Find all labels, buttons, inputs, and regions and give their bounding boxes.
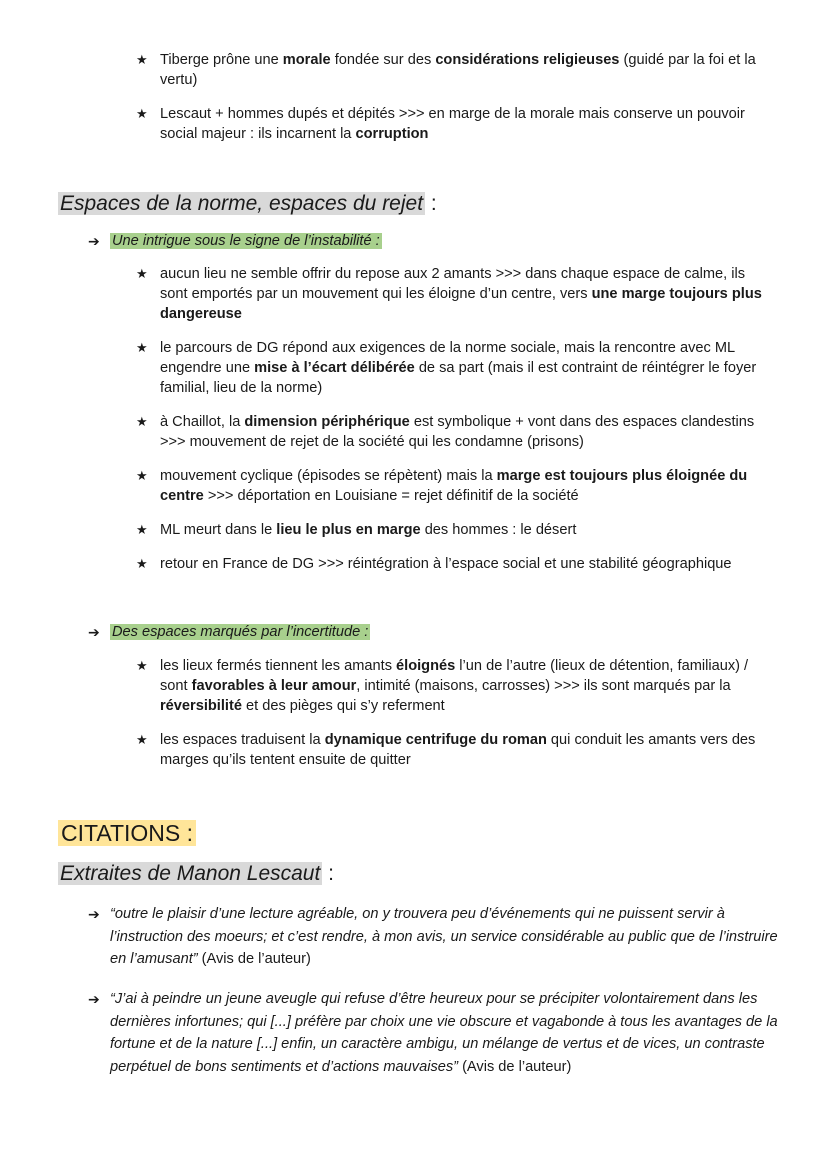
bullet-bold: dimension périphérique: [244, 414, 410, 430]
quote-text: “outre le plaisir d’une lecture agréable, on y trouvera peu d’événements qui ne puissent servir à l’instruction des moeurs; et c’est rendre, à mon avis, un service considérable au public que de l’instruire en l’amusant”: [110, 906, 778, 967]
bullet-bold: réversibilité: [160, 698, 242, 714]
subheading-label: Des espaces marqués par l’incertitude :: [112, 624, 369, 640]
bullet-desert: [136, 520, 776, 540]
bullet-text: de sa part (mais il est contraint de réintégrer le foyer familial, lieu de la norme): [160, 360, 757, 396]
citations-subheading: [58, 860, 334, 888]
star-bullet-icon: ★: [136, 106, 148, 121]
bullet-retour: [136, 554, 776, 574]
bullet-text: des hommes : le désert: [420, 522, 577, 538]
bullet-bold: considérations religieuses: [435, 52, 620, 68]
subheading-incertitude: [88, 621, 778, 643]
bullet-text: ML meurt dans le: [160, 522, 277, 538]
bullet-repos: [136, 264, 776, 324]
bullet-text: les lieux fermés tiennent les amants: [160, 658, 397, 674]
star-bullet-icon: ★: [136, 658, 148, 673]
bullet-text: , intimité (maisons, carrosses) >>> ils sont marqués par la: [356, 678, 731, 694]
bullet-bold: morale: [282, 52, 331, 68]
bullet-cyclique: [136, 466, 776, 506]
bullet-text: aucun lieu ne semble offrir du repose aux 2 amants >>> dans chaque espace de calme, ils sont emportés par un mouvement qui les éloigne d’un centre, vers: [160, 266, 746, 302]
star-bullet-icon: ★: [136, 52, 148, 67]
bullet-bold: favorables à leur amour: [191, 678, 357, 694]
arrow-bullet-icon: ➔: [88, 624, 100, 640]
bullet-bold: lieu le plus en marge: [276, 522, 421, 538]
subheading-instabilite: [88, 230, 778, 252]
bullet-centrifuge: [136, 730, 776, 770]
star-bullet-icon: ★: [136, 266, 148, 281]
section-title: Espaces de la norme, espaces du rejet: [60, 192, 424, 215]
star-bullet-icon: ★: [136, 522, 148, 537]
citations-subtitle: Extraites de Manon Lescaut: [60, 862, 321, 885]
arrow-bullet-icon: ➔: [88, 906, 100, 922]
citations-heading: [58, 818, 196, 848]
bullet-text: et des pièges qui s’y referment: [241, 698, 445, 714]
bullet-bold: une marge toujours plus dangereuse: [160, 286, 762, 322]
star-bullet-icon: ★: [136, 414, 148, 429]
bullet-text: les espaces traduisent la: [160, 732, 325, 748]
bullet-text: le parcours de DG répond aux exigences de la norme sociale, mais la rencontre avec ML engendre une: [160, 340, 735, 376]
bullet-text: qui conduit les amants vers des marges qu’ils tentent ensuite de quitter: [160, 732, 756, 768]
quote-source: (Avis de l’auteur): [197, 951, 311, 967]
quote-1: [88, 903, 778, 971]
arrow-bullet-icon: ➔: [88, 991, 100, 1007]
bullet-bold: corruption: [355, 126, 429, 142]
bullet-text: est symbolique + vont dans des espaces clandestins >>> mouvement de rejet de la société qui les condamne (prisons): [160, 414, 755, 450]
bullet-parcours: [136, 338, 776, 398]
citations-title: CITATIONS :: [58, 820, 196, 846]
section-colon: :: [425, 192, 437, 215]
bullet-bold: marge est toujours plus éloignée du centre: [160, 468, 748, 504]
bullet-chaillot: [136, 412, 776, 452]
star-bullet-icon: ★: [136, 556, 148, 571]
bullet-text: à Chaillot, la: [160, 414, 245, 430]
bullet-text: Lescaut + hommes dupés et dépités >>> en marge de la morale mais conserve un pouvoir social majeur : ils incarnent la: [160, 106, 745, 142]
subtitle-colon: :: [322, 862, 334, 885]
bullet-bold: dynamique centrifuge du roman: [324, 732, 547, 748]
quote-2: [88, 988, 778, 1078]
bullet-bold: mise à l’écart délibérée: [254, 360, 415, 376]
bullet-tiberge: [136, 50, 776, 90]
arrow-bullet-icon: ➔: [88, 233, 100, 249]
star-bullet-icon: ★: [136, 468, 148, 483]
bullet-text: Tiberge prône une: [160, 52, 283, 68]
bullet-text: l’un de l’autre (lieux de détention, familiaux) / sont: [160, 658, 749, 694]
bullet-lieux-fermes: [136, 656, 776, 716]
bullet-text: fondée sur des: [330, 52, 436, 68]
star-bullet-icon: ★: [136, 732, 148, 747]
quote-text: “J’ai à peindre un jeune aveugle qui refuse d’être heureux pour se précipiter volontairement dans les dernières infortunes; qui [...] préfère par choix une vie obscure et vagabonde à tous les avantages de la fortune et de la nature [...] enfin, un caractère ambigu, un mélange de vertus et de vices, un contraste perpétuel de bons sentiments et d’actions mauvaises”: [110, 991, 778, 1075]
bullet-lescaut: [136, 104, 776, 144]
bullet-bold: éloignés: [396, 658, 456, 674]
quote-source: (Avis de l’auteur): [458, 1058, 572, 1075]
bullet-text: (guidé par la foi et la vertu): [160, 52, 756, 88]
bullet-text: retour en France de DG >>> réintégration à l’espace social et une stabilité géographique: [160, 556, 732, 572]
bullet-text: mouvement cyclique (épisodes se répètent) mais la: [160, 468, 497, 484]
star-bullet-icon: ★: [136, 340, 148, 355]
bullet-text: >>> déportation en Louisiane = rejet définitif de la société: [203, 488, 579, 504]
section-heading-espaces: [58, 190, 437, 218]
subheading-label: Une intrigue sous le signe de l’instabilité :: [112, 233, 380, 249]
